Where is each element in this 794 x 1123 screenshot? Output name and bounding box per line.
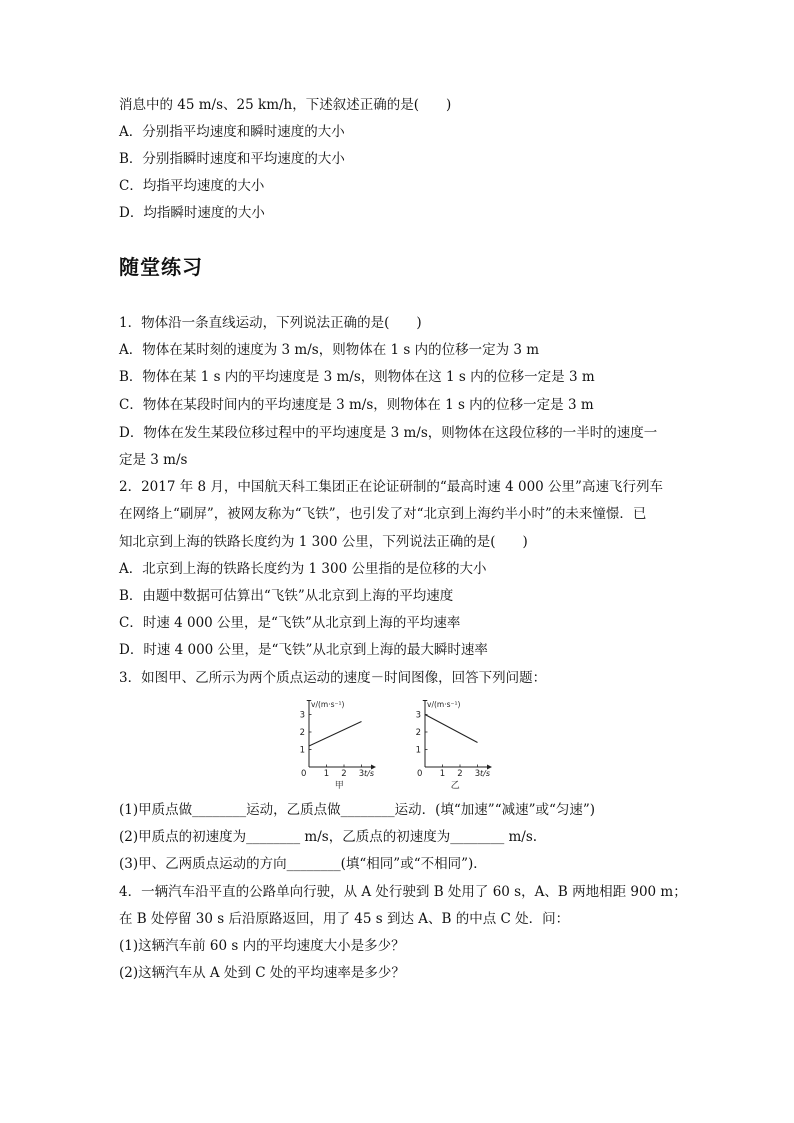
- x-tick-label: 1: [439, 769, 446, 779]
- q1-option-a: A．物体在某时刻的速度为 3 m/s，则物体在 1 s 内的位移一定为 3 m: [119, 342, 540, 358]
- q4-stem-line1: 4．一辆汽车沿平直的公路单向行驶，从 A 处行驶到 B 处用了 60 s，A、B 两地相距 900 m；: [119, 884, 687, 900]
- q2-stem-line3: 知北京到上海的铁路长度约为 1 300 公里，下列说法正确的是( ): [119, 534, 528, 550]
- origin-label: 0: [301, 769, 307, 779]
- q2-stem-line2: 在网络上“刷屏”，被网友称为“飞铁”，也引发了对“北京到上海约半小时”的未来憧憬．已: [119, 506, 647, 522]
- x-axis-label: t/s: [480, 769, 490, 778]
- x-axis-label: t/s: [364, 769, 374, 778]
- q3-stem: 3．如图甲、乙所示为两个质点运动的速度－时间图像，回答下列问题：: [119, 670, 547, 686]
- q4-stem-line2: 在 B 处停留 30 s 后沿原路返回，用了 45 s 到达 A、B 的中点 C 处．问：: [119, 911, 570, 927]
- q2-stem-line1: 2．2017 年 8 月，中国航天科工集团正在论证研制的“最高时速 4 000 公里”高速飞行列车: [119, 479, 663, 495]
- y-tick-label: 1: [415, 745, 421, 756]
- intro-option-a: A．分别指平均速度和瞬时速度的大小: [119, 124, 345, 140]
- q3-part-2: (2)甲质点的初速度为________ m/s，乙质点的初速度为________ m/s.: [119, 829, 538, 845]
- y-axis-label: v/(m·s⁻¹): [311, 700, 345, 709]
- y-tick-label: 2: [299, 728, 305, 738]
- intro-stem: 消息中的 45 m/s、25 km/h，下述叙述正确的是( ): [119, 97, 452, 113]
- intro-option-b: B．分别指瞬时速度和平均速度的大小: [119, 151, 345, 167]
- velocity-line: [309, 722, 362, 747]
- q2-option-b: B．由题中数据可估算出“飞铁”从北京到上海的平均速度: [119, 588, 454, 604]
- x-tick-label: 1: [323, 769, 330, 779]
- y-tick-label: 1: [299, 745, 305, 756]
- x-tick-label: 3: [474, 769, 481, 779]
- q3-part-1: (1)甲质点做________运动，乙质点做________运动．(填“加速”“减速”或“匀速”): [119, 802, 596, 818]
- x-tick-label: 2: [341, 769, 347, 779]
- intro-option-d: D．均指瞬时速度的大小: [119, 205, 265, 221]
- intro-option-c: C．均指平均速度的大小: [119, 178, 265, 194]
- q1-option-d-cont: 定是 3 m/s: [119, 452, 188, 468]
- figure-jia: [285, 700, 390, 792]
- y-tick-label: 3: [299, 710, 305, 721]
- q1-option-c: C．物体在某段时间内的平均速度是 3 m/s，则物体在 1 s 内的位移一定是 3 m: [119, 397, 594, 413]
- q3-part-3: (3)甲、乙两质点运动的方向________(填“相同”或“不相同”)．: [119, 856, 487, 872]
- figure-yi: [401, 700, 506, 792]
- y-tick-label: 3: [415, 710, 421, 721]
- q1-stem: 1．物体沿一条直线运动，下列说法正确的是( ): [119, 315, 422, 331]
- vt-graph-yi: [401, 700, 506, 792]
- q4-part-1: (1)这辆汽车前 60 s 内的平均速度大小是多少？: [119, 938, 405, 954]
- y-axis-label: v/(m·s⁻¹): [427, 700, 461, 709]
- q1-option-d: D．物体在发生某段位移过程中的平均速度是 3 m/s，则物体在这段位移的一半时的速度一: [119, 425, 658, 441]
- y-tick-label: 2: [415, 728, 421, 738]
- origin-label: 0: [417, 769, 423, 779]
- velocity-line: [425, 715, 478, 743]
- vt-graph-jia: [285, 700, 390, 792]
- q1-option-b: B．物体在某 1 s 内的平均速度是 3 m/s，则物体在这 1 s 内的位移一定是 3 m: [119, 369, 595, 385]
- q2-option-a: A．北京到上海的铁路长度约为 1 300 公里指的是位移的大小: [119, 561, 487, 577]
- x-tick-label: 3: [358, 769, 365, 779]
- q2-option-d: D．时速 4 000 公里，是“飞铁”从北京到上海的最大瞬时速率: [119, 642, 488, 658]
- q2-option-c: C．时速 4 000 公里，是“飞铁”从北京到上海的平均速率: [119, 615, 461, 631]
- figure-caption: 甲: [334, 781, 344, 791]
- q4-part-2: (2)这辆汽车从 A 处到 C 处的平均速率是多少？: [119, 965, 405, 981]
- figure-caption: 乙: [450, 781, 460, 791]
- x-tick-label: 2: [457, 769, 463, 779]
- section-title: 随堂练习: [119, 255, 203, 279]
